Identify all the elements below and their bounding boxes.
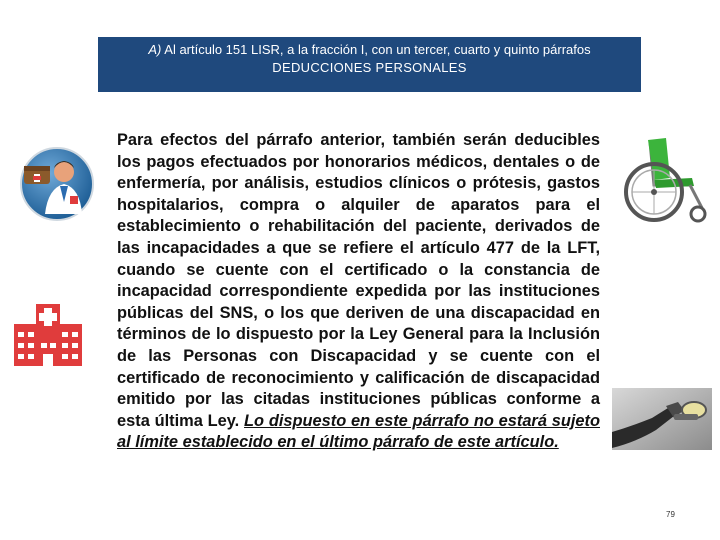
header-title-text: Al artículo 151 LISR, a la fracción I, con un tercer, cuarto y quinto párrafos (161, 42, 591, 57)
underlined-note: Lo dispuesto en este párrafo no estará sujeto al límite establecido en el último párrafo de este artículo. (117, 411, 600, 452)
header-title-line1 (98, 41, 641, 59)
header-prefix: A) (148, 42, 162, 57)
wheelchair-icon (610, 130, 710, 225)
doctor-icon (12, 146, 102, 222)
prosthetic-arm-icon (612, 388, 712, 450)
header-banner (98, 37, 641, 92)
body-paragraph (117, 130, 600, 454)
header-subtitle: DEDUCCIONES PERSONALES (272, 60, 467, 75)
hospital-icon (12, 302, 84, 368)
page-number: 79 (666, 510, 675, 519)
paragraph-text: Para efectos del párrafo anterior, también serán deducibles los pagos efectuados por honorarios médicos, dentales o de enfermería, por análisis, estudios clínicos o prótesis, gastos hospitalarios, compra o alquiler de aparatos para el establecimiento o rehabilitación del paciente, derivados de las incapacidades a que se refiere el artículo 477 de la LFT, cuando se cuente con el certificado o la constancia de incapacidad correspondiente expedida por las instituciones públicas del SNS, o los que deriven de una discapacidad en términos de lo dispuesto por la Ley General para la Inclusión de las Personas con Discapacidad y se cuente con el certificado de reconocimiento y calificación de discapacidad emitido por las citadas instituciones públicas conforme a esta última Ley. (117, 131, 600, 430)
